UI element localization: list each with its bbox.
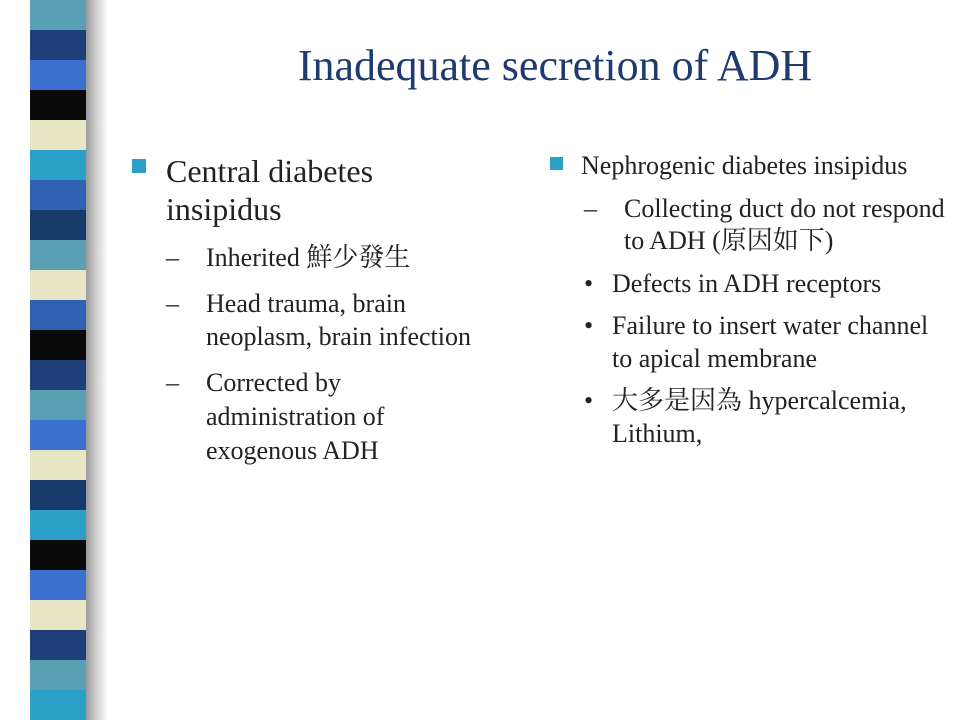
strip-block [30,240,86,270]
dash-marker: – [166,288,179,318]
square-bullet-icon [550,157,563,170]
strip-block [30,510,86,540]
strip-block [30,690,86,720]
strip-block [30,300,86,330]
strip-block [30,420,86,450]
dash-marker: – [584,193,597,223]
strip-block [30,630,86,660]
strip-block [30,660,86,690]
decorative-side-strip [30,0,86,720]
dash-marker: – [166,242,179,272]
dash-marker: – [166,368,179,398]
list-item [584,268,950,301]
strip-block [30,30,86,60]
strip-block [30,150,86,180]
receptor-defects-text: Defects in ADH receptors [612,268,882,298]
list-item [584,310,950,375]
list-item [584,193,950,258]
strip-block [30,0,86,30]
strip-block [30,210,86,240]
strip-block [30,600,86,630]
strip-block [30,450,86,480]
dot-marker: • [584,386,594,415]
strip-block [30,90,86,120]
strip-block [30,270,86,300]
strip-block [30,480,86,510]
collecting-duct-text: Collecting duct do not respond to ADH (原因如下) [624,193,945,255]
strip-block [30,390,86,420]
left-column [132,152,472,468]
water-channel-text: Failure to insert water channel to apical membrane [612,311,929,373]
list-item [166,287,472,355]
causes-text: 大多是因為 hypercalcemia, Lithium, [612,386,907,448]
list-item [584,385,950,450]
head-trauma-text: Head trauma, brain neoplasm, brain infection [206,288,471,352]
dot-marker: • [584,311,594,340]
central-di-heading: Central diabetes insipidus [166,153,374,228]
side-strip-shadow [86,0,108,720]
central-di-bullet [132,152,472,229]
slide-title: Inadequate secretion of ADH [297,41,813,90]
strip-block [30,570,86,600]
strip-block [30,180,86,210]
corrected-by-text: Corrected by administration of exogenous ADH [206,368,385,465]
nephrogenic-di-bullet [550,150,950,183]
square-bullet-icon [132,159,146,173]
list-item [166,366,472,467]
right-column [550,150,950,450]
strip-block [30,540,86,570]
strip-block [30,330,86,360]
strip-block [30,120,86,150]
inherited-text: Inherited 鮮少發生 [206,242,411,272]
strip-block [30,360,86,390]
dot-marker: • [584,268,594,298]
nephrogenic-di-heading: Nephrogenic diabetes insipidus [581,151,908,180]
strip-block [30,60,86,90]
list-item [166,241,472,275]
